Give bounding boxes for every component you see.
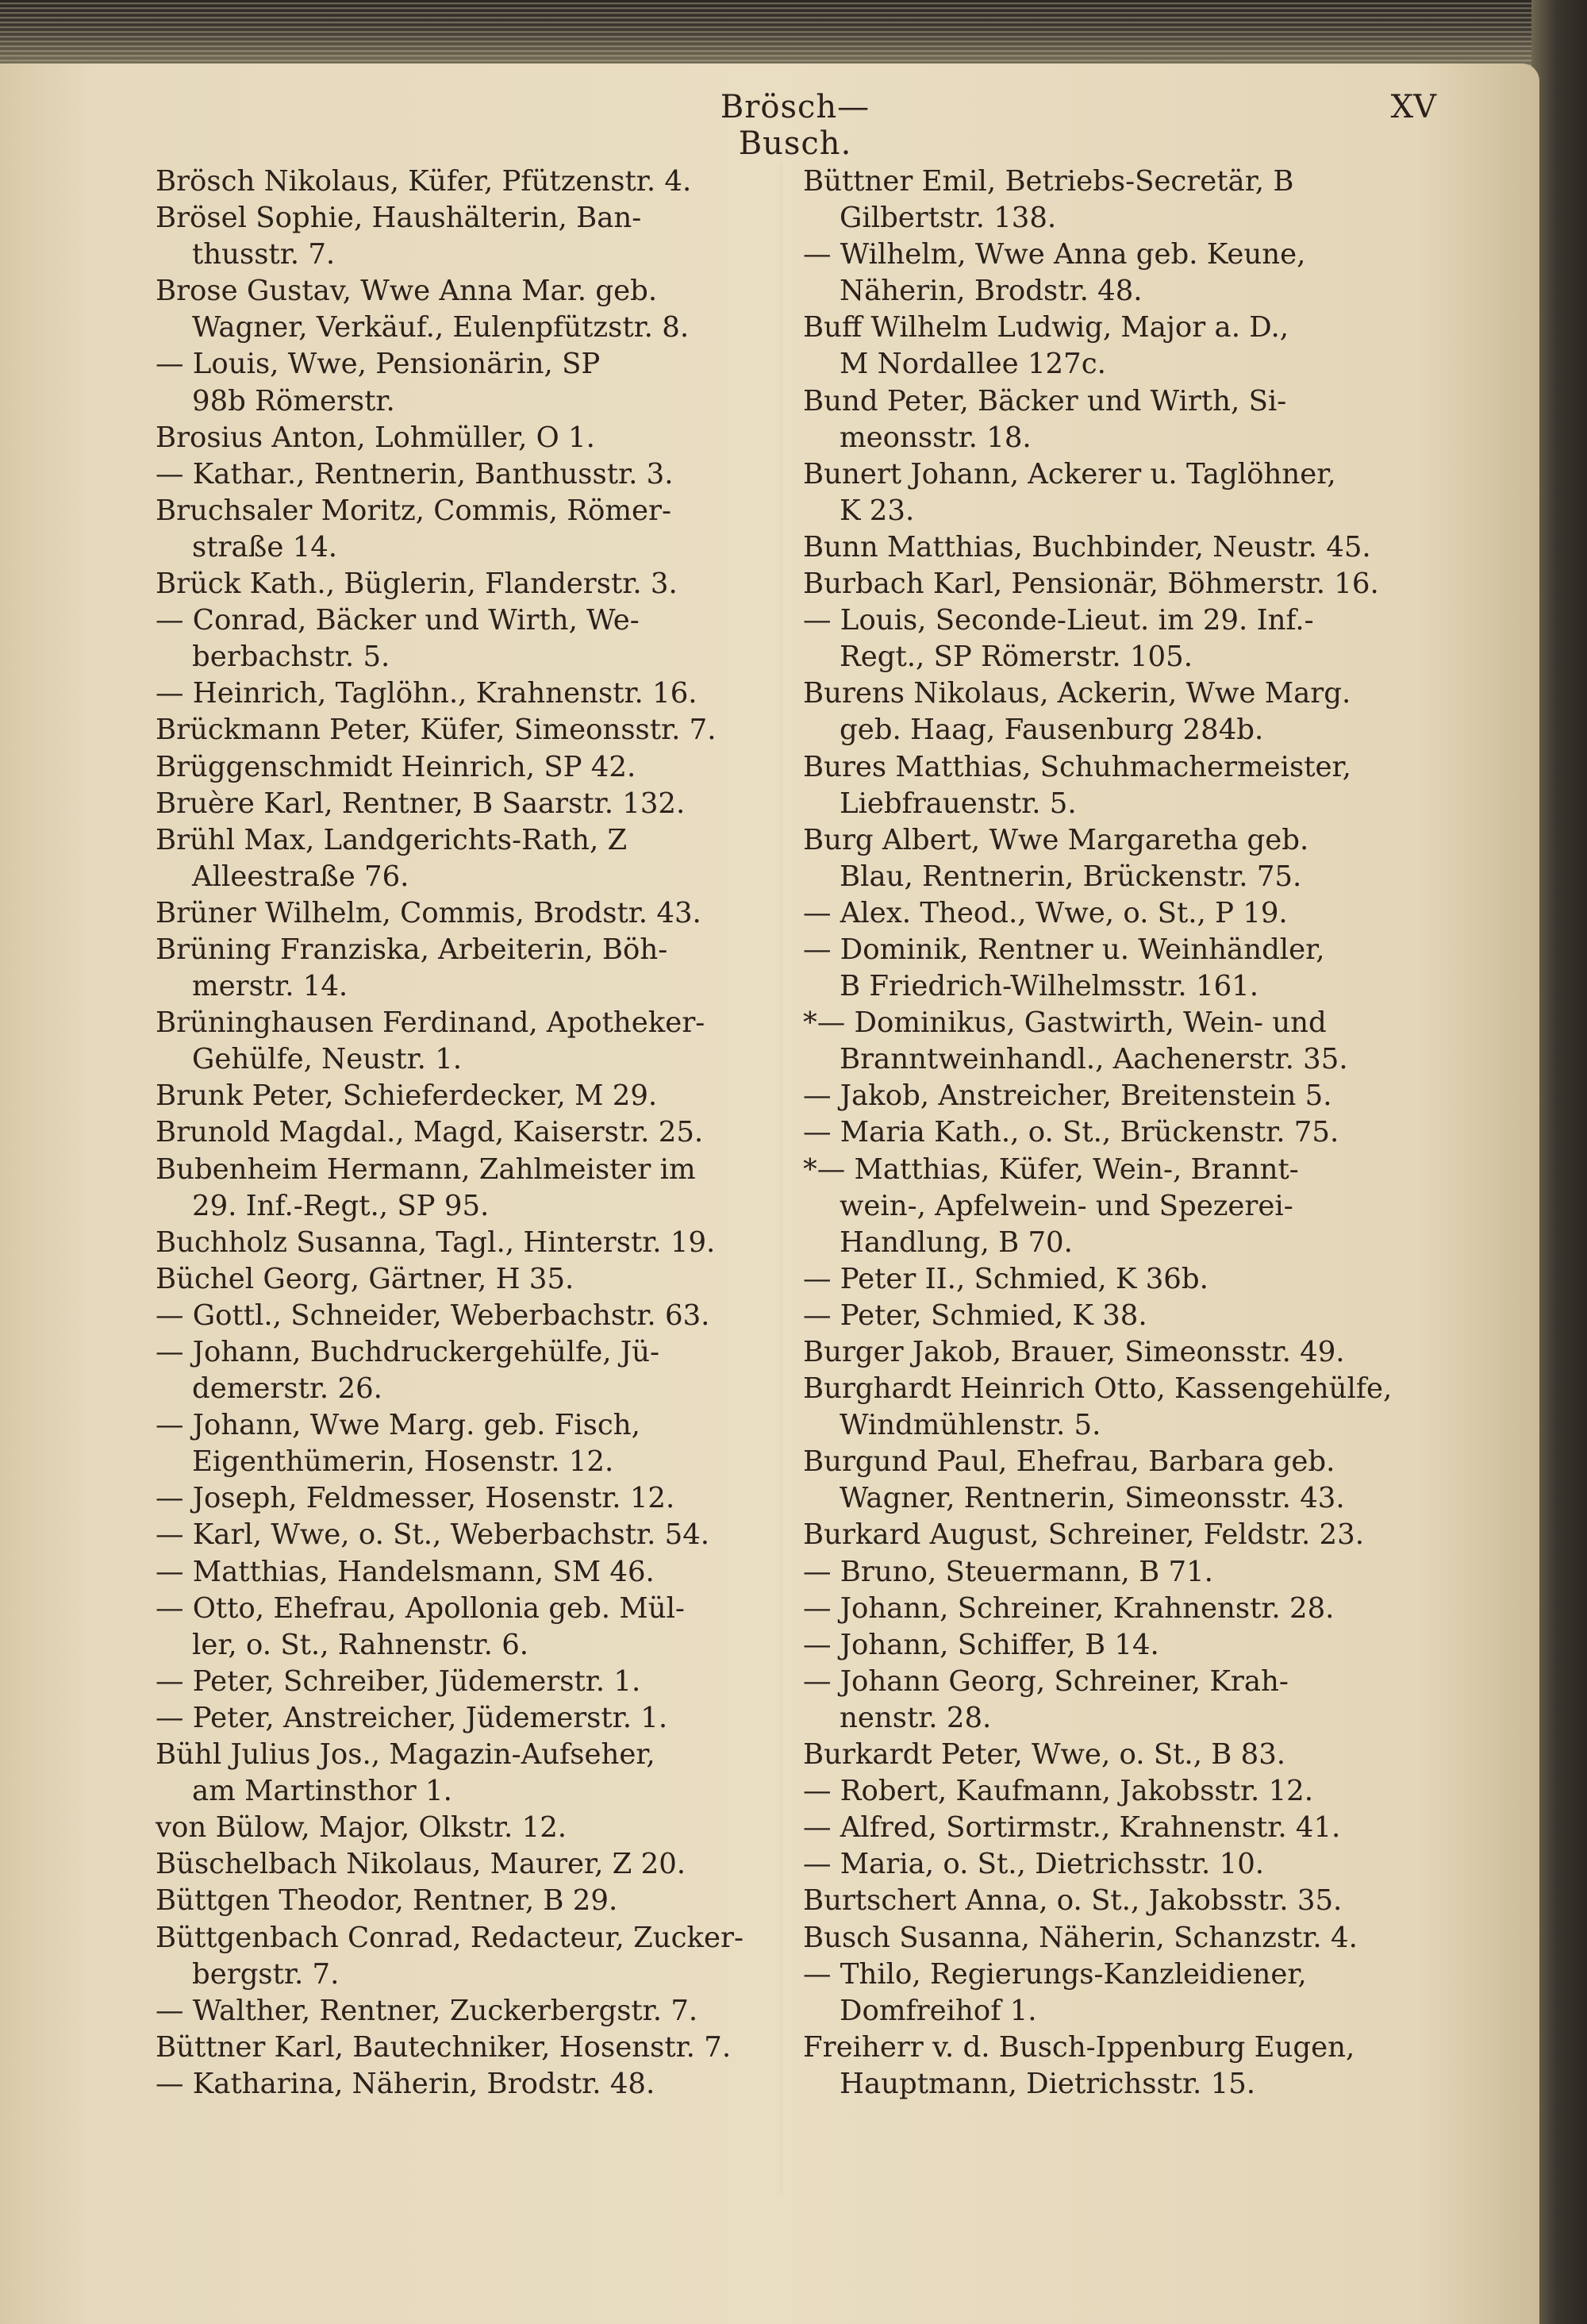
- entry-first-line: — Maria Kath., o. St., Brückenstr. 75.: [803, 1116, 1339, 1149]
- directory-entry: [156, 273, 759, 346]
- entry-first-line: — Maria, o. St., Dietrichsstr. 10.: [803, 1848, 1265, 1881]
- directory-entry: [803, 1737, 1422, 1773]
- entry-first-line: — Peter II., Schmied, K 36b.: [803, 1262, 1209, 1295]
- directory-entry: [156, 1846, 759, 1883]
- page-header: [0, 89, 1539, 162]
- directory-entry: [803, 822, 1422, 895]
- entry-continuation-line: B Friedrich-Wilhelmsstr. 161.: [840, 970, 1259, 1003]
- entry-continuation-line: thusstr. 7.: [192, 238, 336, 271]
- entry-continuation-line: M Nordallee 127c.: [840, 348, 1106, 381]
- directory-entry: [803, 164, 1422, 237]
- entry-first-line: Burkard August, Schreiner, Feldstr. 23.: [803, 1518, 1364, 1552]
- directory-entry: [156, 749, 759, 786]
- directory-entry: [156, 346, 759, 419]
- directory-entry: [803, 1334, 1422, 1371]
- entry-first-line: Brückmann Peter, Küfer, Simeonsstr. 7.: [156, 714, 717, 747]
- directory-entry: [803, 1957, 1422, 2030]
- entry-first-line: Büschelbach Nikolaus, Maurer, Z 20.: [156, 1848, 686, 1881]
- entry-first-line: Busch Susanna, Näherin, Schanzstr. 4.: [803, 1921, 1358, 1954]
- entry-first-line: — Matthias, Handelsmann, SM 46.: [156, 1555, 655, 1588]
- directory-entry: [803, 1810, 1422, 1846]
- directory-entry: [803, 310, 1422, 383]
- entry-continuation-line: Wagner, Verkäuf., Eulenpfützstr. 8.: [192, 311, 690, 344]
- entry-continuation-line: Gehülfe, Neustr. 1.: [192, 1043, 463, 1076]
- entry-first-line: — Gottl., Schneider, Weberbachstr. 63.: [156, 1299, 710, 1332]
- entry-first-line: Buchholz Susanna, Tagl., Hinterstr. 19.: [156, 1225, 716, 1259]
- directory-entry: [803, 1883, 1422, 1919]
- entry-continuation-line: Blau, Rentnerin, Brückenstr. 75.: [840, 860, 1302, 893]
- entry-continuation-line: K 23.: [840, 494, 915, 527]
- directory-entry: [156, 1114, 759, 1151]
- directory-entry: [156, 1700, 759, 1737]
- directory-entry: [803, 1517, 1422, 1553]
- directory-entry: [156, 1261, 759, 1298]
- directory-entry: [156, 164, 759, 200]
- page-number: XV: [1390, 89, 1436, 125]
- entry-continuation-line: Hauptmann, Dietrichsstr. 15.: [840, 2067, 1256, 2100]
- entry-first-line: Bubenheim Hermann, Zahlmeister im: [156, 1152, 696, 1186]
- directory-entry: [156, 1517, 759, 1553]
- entry-first-line: Büttgen Theodor, Rentner, B 29.: [156, 1884, 618, 1918]
- directory-entry: [803, 1371, 1422, 1444]
- entry-first-line: — Peter, Schreiber, Jüdemerstr. 1.: [156, 1664, 641, 1698]
- entry-first-line: — Kathar., Rentnerin, Banthusstr. 3.: [156, 457, 674, 491]
- entry-first-line: Brösel Sophie, Haushälterin, Ban-: [156, 202, 642, 235]
- running-title: Brösch—Busch.: [720, 89, 870, 162]
- directory-entry: [803, 1627, 1422, 1664]
- entry-first-line: — Johann Georg, Schreiner, Krah-: [803, 1664, 1289, 1698]
- directory-entry: [803, 1152, 1422, 1261]
- directory-entry: [156, 1993, 759, 2030]
- entry-first-line: Bruère Karl, Rentner, B Saarstr. 132.: [156, 787, 686, 820]
- directory-entry: [156, 200, 759, 273]
- directory-entry: [803, 529, 1422, 566]
- directory-entry: [156, 1078, 759, 1114]
- directory-entry: [156, 1737, 759, 1810]
- entry-continuation-line: Domfreihof 1.: [840, 1994, 1037, 2027]
- book-fore-edge: [1531, 0, 1587, 2324]
- directory-entry: [803, 602, 1422, 675]
- entry-continuation-line: Näherin, Brodstr. 48.: [840, 275, 1143, 308]
- entry-continuation-line: Eigenthümerin, Hosenstr. 12.: [192, 1445, 614, 1479]
- entry-continuation-line: Branntweinhandl., Aachenerstr. 35.: [840, 1043, 1348, 1076]
- directory-entry: [803, 383, 1422, 456]
- directory-entry: [803, 1664, 1422, 1737]
- entry-continuation-line: bergstr. 7.: [192, 1957, 340, 1991]
- directory-entry: [803, 932, 1422, 1005]
- directory-entry: [803, 2030, 1422, 2103]
- entry-first-line: — Peter, Anstreicher, Jüdemerstr. 1.: [156, 1701, 668, 1734]
- entry-continuation-line: Liebfrauenstr. 5.: [840, 787, 1077, 820]
- entry-first-line: Brunold Magdal., Magd, Kaiserstr. 25.: [156, 1116, 704, 1149]
- directory-entry: [156, 566, 759, 602]
- column-gutter: [781, 163, 782, 2195]
- entry-first-line: Buff Wilhelm Ludwig, Major a. D.,: [803, 311, 1289, 344]
- directory-entry: [156, 2030, 759, 2066]
- entry-first-line: Bunn Matthias, Buchbinder, Neustr. 45.: [803, 530, 1371, 564]
- left-column: [156, 164, 759, 2103]
- directory-entry: [156, 1480, 759, 1517]
- entry-first-line: Freiherr v. d. Busch-Ippenburg Eugen,: [803, 2030, 1355, 2064]
- directory-entry: [156, 1810, 759, 1846]
- entry-first-line: Brosius Anton, Lohmüller, O 1.: [156, 421, 595, 454]
- directory-entry: [156, 786, 759, 822]
- directory-entry: [803, 895, 1422, 932]
- entry-first-line: — Johann, Wwe Marg. geb. Fisch,: [156, 1409, 640, 1442]
- entry-first-line: Burgund Paul, Ehefrau, Barbara geb.: [803, 1445, 1335, 1479]
- directory-entry: [156, 895, 759, 932]
- directory-entry: [156, 1152, 759, 1225]
- entry-first-line: — Thilo, Regierungs-Kanzleidiener,: [803, 1957, 1307, 1991]
- directory-entry: [156, 932, 759, 1005]
- entry-first-line: Bruchsaler Moritz, Commis, Römer-: [156, 494, 671, 527]
- directory-entry: [156, 1225, 759, 1261]
- directory-entry: [803, 1078, 1422, 1114]
- entry-first-line: Burtschert Anna, o. St., Jakobsstr. 35.: [803, 1884, 1343, 1918]
- entry-first-line: — Alfred, Sortirmstr., Krahnenstr. 41.: [803, 1811, 1341, 1845]
- entry-first-line: — Joseph, Feldmesser, Hosenstr. 12.: [156, 1482, 675, 1515]
- entry-continuation-line: straße 14.: [192, 530, 338, 564]
- directory-entry: [156, 2066, 759, 2103]
- entry-first-line: Burger Jakob, Brauer, Simeonsstr. 49.: [803, 1336, 1345, 1368]
- directory-entry: [156, 822, 759, 895]
- directory-entry: [803, 237, 1422, 310]
- directory-entry: [156, 420, 759, 456]
- entry-first-line: — Louis, Seconde-Lieut. im 29. Inf.-: [803, 604, 1314, 637]
- entry-continuation-line: Alleestraße 76.: [192, 860, 409, 893]
- entry-continuation-line: meonsstr. 18.: [840, 421, 1032, 454]
- entry-first-line: — Otto, Ehefrau, Apollonia geb. Mül-: [156, 1591, 685, 1625]
- entry-first-line: von Bülow, Major, Olkstr. 12.: [156, 1811, 567, 1845]
- entry-first-line: Brösch Nikolaus, Küfer, Pfützenstr. 4.: [156, 165, 692, 198]
- directory-entry: [803, 749, 1422, 822]
- directory-entry: [156, 493, 759, 566]
- directory-entry: [803, 1261, 1422, 1298]
- entry-continuation-line: nenstr. 28.: [840, 1701, 992, 1734]
- directory-entry: [156, 1334, 759, 1407]
- entry-first-line: Brüninghausen Ferdinand, Apotheker-: [156, 1006, 705, 1040]
- entry-first-line: Brühl Max, Landgerichts-Rath, Z: [156, 823, 628, 856]
- entry-continuation-line: ler, o. St., Rahnenstr. 6.: [192, 1628, 529, 1661]
- entry-first-line: Brunk Peter, Schieferdecker, M 29.: [156, 1079, 658, 1113]
- entry-first-line: Büttner Karl, Bautechniker, Hosenstr. 7.: [156, 2030, 732, 2064]
- directory-entry: [156, 1005, 759, 1078]
- entry-continuation-line: merstr. 14.: [192, 970, 348, 1003]
- entry-first-line: *— Dominikus, Gastwirth, Wein- und: [803, 1006, 1327, 1040]
- entry-first-line: — Bruno, Steuermann, B 71.: [803, 1555, 1213, 1588]
- directory-entry: [156, 675, 759, 712]
- directory-entry: [803, 566, 1422, 602]
- directory-entry: [803, 675, 1422, 748]
- directory-entry: [803, 1773, 1422, 1810]
- entry-continuation-line: am Martinsthor 1.: [192, 1775, 452, 1808]
- entry-first-line: — Alex. Theod., Wwe, o. St., P 19.: [803, 896, 1288, 929]
- entry-continuation-line: 29. Inf.-Regt., SP 95.: [192, 1189, 490, 1222]
- entry-continuation-line: berbachstr. 5.: [192, 641, 390, 674]
- directory-entry: [803, 1444, 1422, 1517]
- entry-first-line: Burghardt Heinrich Otto, Kassengehülfe,: [803, 1372, 1393, 1406]
- entry-continuation-line: Handlung, B 70.: [840, 1225, 1073, 1259]
- entry-continuation-line: geb. Haag, Fausenburg 284b.: [840, 714, 1264, 747]
- entry-first-line: Büchel Georg, Gärtner, H 35.: [156, 1262, 574, 1295]
- entry-first-line: Burens Nikolaus, Ackerin, Wwe Marg.: [803, 677, 1351, 710]
- entry-first-line: *— Matthias, Küfer, Wein-, Brannt-: [803, 1152, 1299, 1186]
- entry-first-line: — Dominik, Rentner u. Weinhändler,: [803, 933, 1325, 966]
- directory-entry: [803, 1846, 1422, 1883]
- entry-continuation-line: wein-, Apfelwein- und Spezerei-: [840, 1189, 1293, 1222]
- entry-first-line: — Heinrich, Taglöhn., Krahnenstr. 16.: [156, 677, 697, 710]
- directory-entry: [156, 1554, 759, 1591]
- entry-first-line: — Johann, Schreiner, Krahnenstr. 28.: [803, 1591, 1335, 1625]
- directory-entry: [156, 1920, 759, 1993]
- entry-first-line: — Johann, Buchdruckergehülfe, Jü-: [156, 1336, 659, 1368]
- directory-entry: [156, 1883, 759, 1919]
- directory-entry: [803, 1298, 1422, 1334]
- entry-first-line: Büttgenbach Conrad, Redacteur, Zucker-: [156, 1921, 744, 1954]
- directory-entry: [156, 1664, 759, 1700]
- entry-first-line: Brück Kath., Büglerin, Flanderstr. 3.: [156, 568, 678, 601]
- entry-first-line: — Johann, Schiffer, B 14.: [803, 1628, 1159, 1661]
- entry-first-line: Brüner Wilhelm, Commis, Brodstr. 43.: [156, 896, 701, 929]
- entry-first-line: — Louis, Wwe, Pensionärin, SP: [156, 348, 601, 381]
- entry-first-line: Burkardt Peter, Wwe, o. St., B 83.: [803, 1738, 1286, 1772]
- directory-entry: [156, 1407, 759, 1480]
- entry-first-line: Brose Gustav, Wwe Anna Mar. geb.: [156, 275, 658, 308]
- directory-entry: [156, 712, 759, 748]
- entry-continuation-line: Gilbertstr. 138.: [840, 202, 1057, 235]
- directory-entry: [803, 1591, 1422, 1627]
- directory-entry: [156, 1591, 759, 1664]
- entry-first-line: Brüggenschmidt Heinrich, SP 42.: [156, 750, 636, 783]
- entry-first-line: — Conrad, Bäcker und Wirth, We-: [156, 604, 640, 637]
- directory-entry: [156, 456, 759, 493]
- entry-first-line: Bund Peter, Bäcker und Wirth, Si-: [803, 384, 1287, 417]
- right-column: [803, 164, 1422, 2103]
- directory-entry: [803, 456, 1422, 529]
- entry-continuation-line: Wagner, Rentnerin, Simeonsstr. 43.: [840, 1482, 1345, 1515]
- directory-entry: [803, 1005, 1422, 1078]
- entry-first-line: Brüning Franziska, Arbeiterin, Böh-: [156, 933, 668, 966]
- entry-first-line: Burbach Karl, Pensionär, Böhmerstr. 16.: [803, 568, 1379, 601]
- entry-first-line: — Jakob, Anstreicher, Breitenstein 5.: [803, 1079, 1332, 1113]
- entry-first-line: — Wilhelm, Wwe Anna geb. Keune,: [803, 238, 1306, 271]
- entry-continuation-line: Regt., SP Römerstr. 105.: [840, 641, 1193, 674]
- directory-entry: [803, 1114, 1422, 1151]
- entry-continuation-line: demerstr. 26.: [192, 1372, 382, 1406]
- directory-entry: [156, 1298, 759, 1334]
- entry-first-line: — Karl, Wwe, o. St., Weberbachstr. 54.: [156, 1518, 710, 1552]
- entry-first-line: Bures Matthias, Schuhmachermeister,: [803, 750, 1351, 783]
- entry-first-line: — Peter, Schmied, K 38.: [803, 1299, 1147, 1332]
- entry-first-line: Bunert Johann, Ackerer u. Taglöhner,: [803, 457, 1336, 491]
- entry-first-line: Büttner Emil, Betriebs-Secretär, B: [803, 165, 1294, 198]
- entry-first-line: — Katharina, Näherin, Brodstr. 48.: [156, 2067, 655, 2100]
- entry-continuation-line: 98b Römerstr.: [192, 384, 395, 417]
- entry-first-line: Burg Albert, Wwe Margaretha geb.: [803, 823, 1309, 856]
- entry-first-line: — Robert, Kaufmann, Jakobsstr. 12.: [803, 1775, 1314, 1808]
- directory-entry: [803, 1554, 1422, 1591]
- entry-first-line: Bühl Julius Jos., Magazin-Aufseher,: [156, 1738, 655, 1772]
- directory-entry: [156, 602, 759, 675]
- entry-first-line: — Walther, Rentner, Zuckerbergstr. 7.: [156, 1994, 698, 2027]
- directory-entry: [803, 1920, 1422, 1957]
- entry-continuation-line: Windmühlenstr. 5.: [840, 1409, 1101, 1442]
